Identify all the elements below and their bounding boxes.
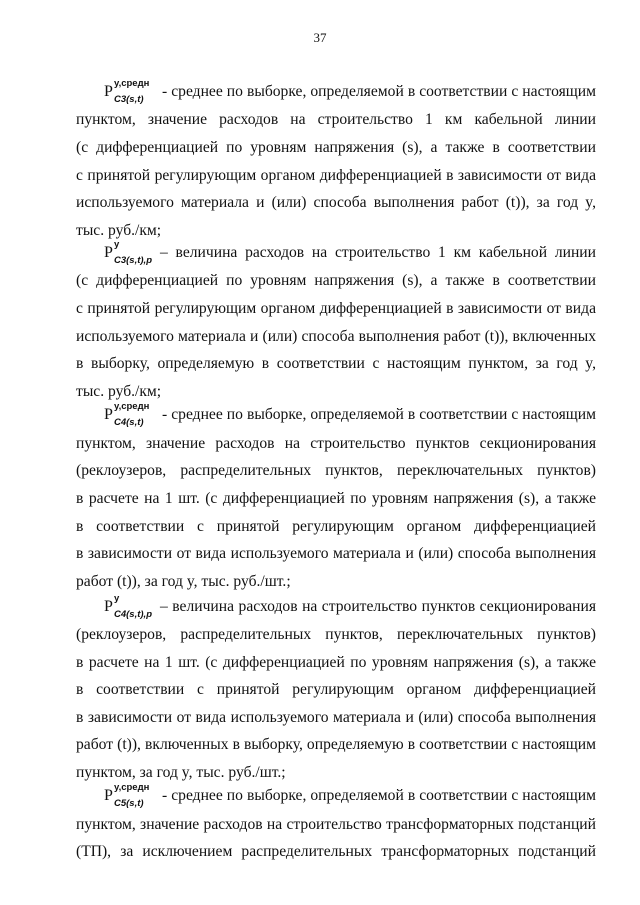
paragraph-line: в выборку, определяемую в соответствии с настоящим пунктом, за год y, [76,355,596,372]
paragraph-line: тыс. руб./км; [76,222,162,239]
paragraph-line: пунктом, значение расходов на строительство 1 км кабельной линии [76,111,596,128]
paragraph-line: пунктом, значение расходов на строительство трансформаторных подстанций [76,816,596,833]
formula-symbol: P y С4(s,t),p [104,593,152,620]
page-number: 37 [313,30,327,45]
paragraph-line: в соответствии с принятой регулирующим органом дифференциацией [76,518,596,535]
paragraph-line: используемого материала и (или) способа выполнения работ (t)), включенных [76,328,596,345]
paragraph-line: в расчете на 1 шт. (с дифференциацией по уровням напряжения (s), а также [76,490,596,507]
formula-symbol: P у,средн С5(s,t) [104,782,150,809]
paragraph-line: в соответствии с принятой регулирующим органом дифференциацией [76,681,596,698]
paragraph-line: P у,средн С4(s,t) - среднее по выборке, определяемой в соответствии с настоящим [104,401,596,428]
paragraph-line: используемого материала и (или) способа выполнения работ (t)), за год y, [76,194,596,211]
formula-symbol: P у,средн С4(s,t) [104,401,150,428]
paragraph-line: пунктом, значение расходов на строительство пунктов секционирования [76,435,596,452]
formula-symbol: P у,средн С3(s,t) [104,78,150,105]
paragraph-line: P у,средн С5(s,t) - среднее по выборке, определяемой в соответствии с настоящим [104,782,596,809]
paragraph-line: работ (t)), включенных в выборку, определяемую в соответствии с настоящим [76,736,596,753]
paragraph-line: (ТП), за исключением распределительных трансформаторных подстанций [76,843,596,860]
paragraph-line: в зависимости от вида используемого материала и (или) способа выполнения [76,545,596,562]
paragraph-line: работ (t)), за год y, тыс. руб./шт.; [76,573,291,590]
paragraph-line: P y С4(s,t),p – величина расходов на строительство пунктов секционирования [104,593,596,620]
paragraph-line: P y С3(s,t),p – величина расходов на строительство 1 км кабельной линии [104,239,596,266]
formula-symbol: P y С3(s,t),p [104,239,152,266]
paragraph-line: (с дифференциацией по уровням напряжения (s), а также в соответствии [76,272,596,289]
paragraph-line: (реклоузеров, распределительных пунктов, переключательных пунктов) [76,462,596,479]
paragraph-line: P у,средн С3(s,t) - среднее по выборке, определяемой в соответствии с настоящим [104,78,596,105]
paragraph-line: в расчете на 1 шт. (с дифференциацией по уровням напряжения (s), а также [76,654,596,671]
paragraph-line: тыс. руб./км; [76,383,162,400]
paragraph-line: (с дифференциацией по уровням напряжения (s), а также в соответствии [76,139,596,156]
paragraph-line: с принятой регулирующим органом дифференциацией в зависимости от вида [76,300,596,317]
paragraph-line: в зависимости от вида используемого материала и (или) способа выполнения [76,709,596,726]
paragraph-line: с принятой регулирующим органом дифференциацией в зависимости от вида [76,167,596,184]
paragraph-line: пунктом, за год y, тыс. руб./шт.; [76,764,286,781]
paragraph-line: (реклоузеров, распределительных пунктов, переключательных пунктов) [76,626,596,643]
